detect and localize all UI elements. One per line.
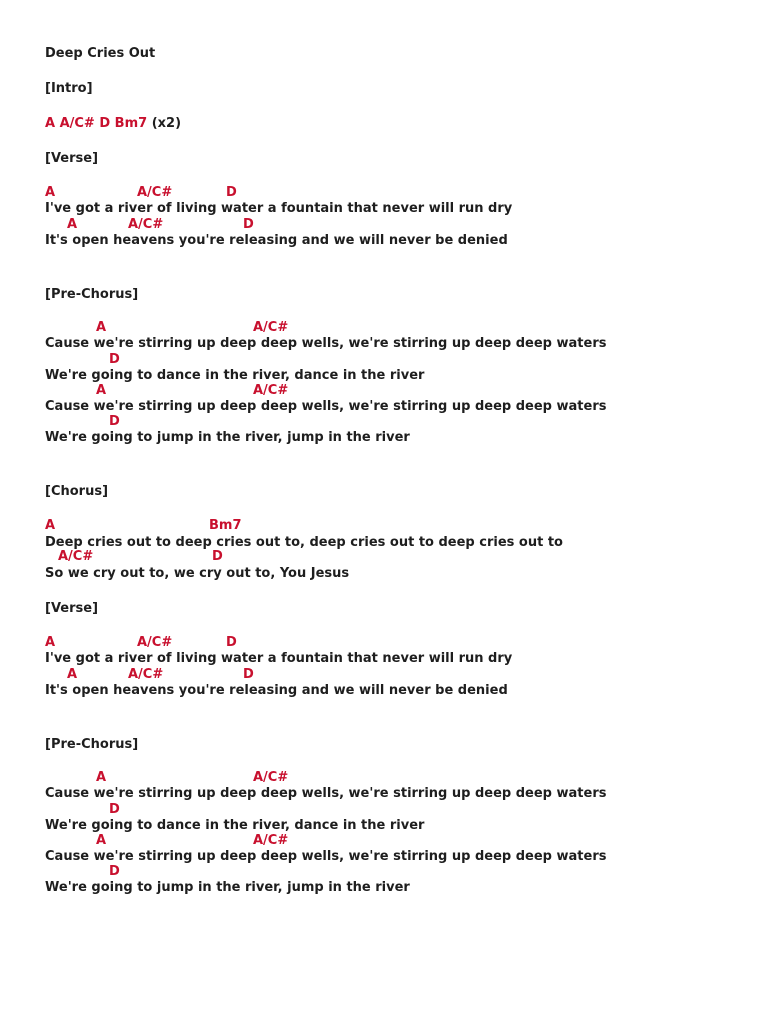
lyric-line: Cause we're stirring up deep deep wells, we're stirring up deep deep waters — [45, 849, 607, 864]
chord: D — [109, 352, 120, 367]
lyric-line: Cause we're stirring up deep deep wells, we're stirring up deep deep waters — [45, 399, 607, 414]
intro-repeat: (x2) — [151, 116, 182, 131]
chord: D — [109, 864, 120, 879]
lyric-line: I've got a river of living water a fountain that never will run dry — [45, 201, 513, 216]
prechorus-header: [Pre-Chorus] — [45, 737, 139, 752]
verse-header: [Verse] — [45, 601, 99, 616]
chord: A/C# — [253, 833, 289, 848]
lyric-line: So we cry out to, we cry out to, You Jesus — [45, 566, 350, 581]
chord: D — [243, 667, 254, 682]
lyric-line: Cause we're stirring up deep deep wells, we're stirring up deep deep waters — [45, 786, 607, 801]
verse-header: [Verse] — [45, 151, 99, 166]
lyric-line: I've got a river of living water a fountain that never will run dry — [45, 651, 513, 666]
lyric-line: We're going to jump in the river, jump in the river — [45, 430, 410, 445]
lyric-line: We're going to dance in the river, dance in the river — [45, 368, 425, 383]
chord: A/C# — [128, 217, 164, 232]
chord: D — [109, 414, 120, 429]
song-title: Deep Cries Out — [45, 46, 156, 61]
lyric-line: We're going to dance in the river, dance in the river — [45, 818, 425, 833]
chord: D — [212, 549, 223, 564]
chord: D — [243, 217, 254, 232]
chord: A — [67, 667, 78, 682]
chord: A — [96, 770, 107, 785]
chord: A — [45, 185, 56, 200]
chord: A — [67, 217, 78, 232]
intro-header: [Intro] — [45, 81, 93, 96]
chord: A — [96, 320, 107, 335]
chord: A — [45, 635, 56, 650]
chord: D — [226, 185, 237, 200]
lyric-line: Deep cries out to deep cries out to, deep cries out to deep cries out to — [45, 535, 563, 550]
chord: A/C# — [137, 635, 173, 650]
chord: Bm7 — [209, 518, 242, 533]
chord: A/C# — [253, 383, 289, 398]
lyric-line: It's open heavens you're releasing and we will never be denied — [45, 683, 508, 698]
chord: D — [226, 635, 237, 650]
chord: A — [45, 518, 56, 533]
lyric-line: We're going to jump in the river, jump in the river — [45, 880, 410, 895]
chord: A/C# — [137, 185, 173, 200]
chord: A — [96, 383, 107, 398]
prechorus-header: [Pre-Chorus] — [45, 287, 139, 302]
chord: A — [96, 833, 107, 848]
lyric-line: Cause we're stirring up deep deep wells, we're stirring up deep deep waters — [45, 336, 607, 351]
lyric-line: It's open heavens you're releasing and we will never be denied — [45, 233, 508, 248]
intro-chords: A A/C# D Bm7 — [45, 116, 148, 131]
chord: A/C# — [128, 667, 164, 682]
intro-line — [45, 116, 181, 132]
chord: D — [109, 802, 120, 817]
chorus-header: [Chorus] — [45, 484, 109, 499]
chord: A/C# — [253, 320, 289, 335]
chord: A/C# — [58, 549, 94, 564]
chord: A/C# — [253, 770, 289, 785]
